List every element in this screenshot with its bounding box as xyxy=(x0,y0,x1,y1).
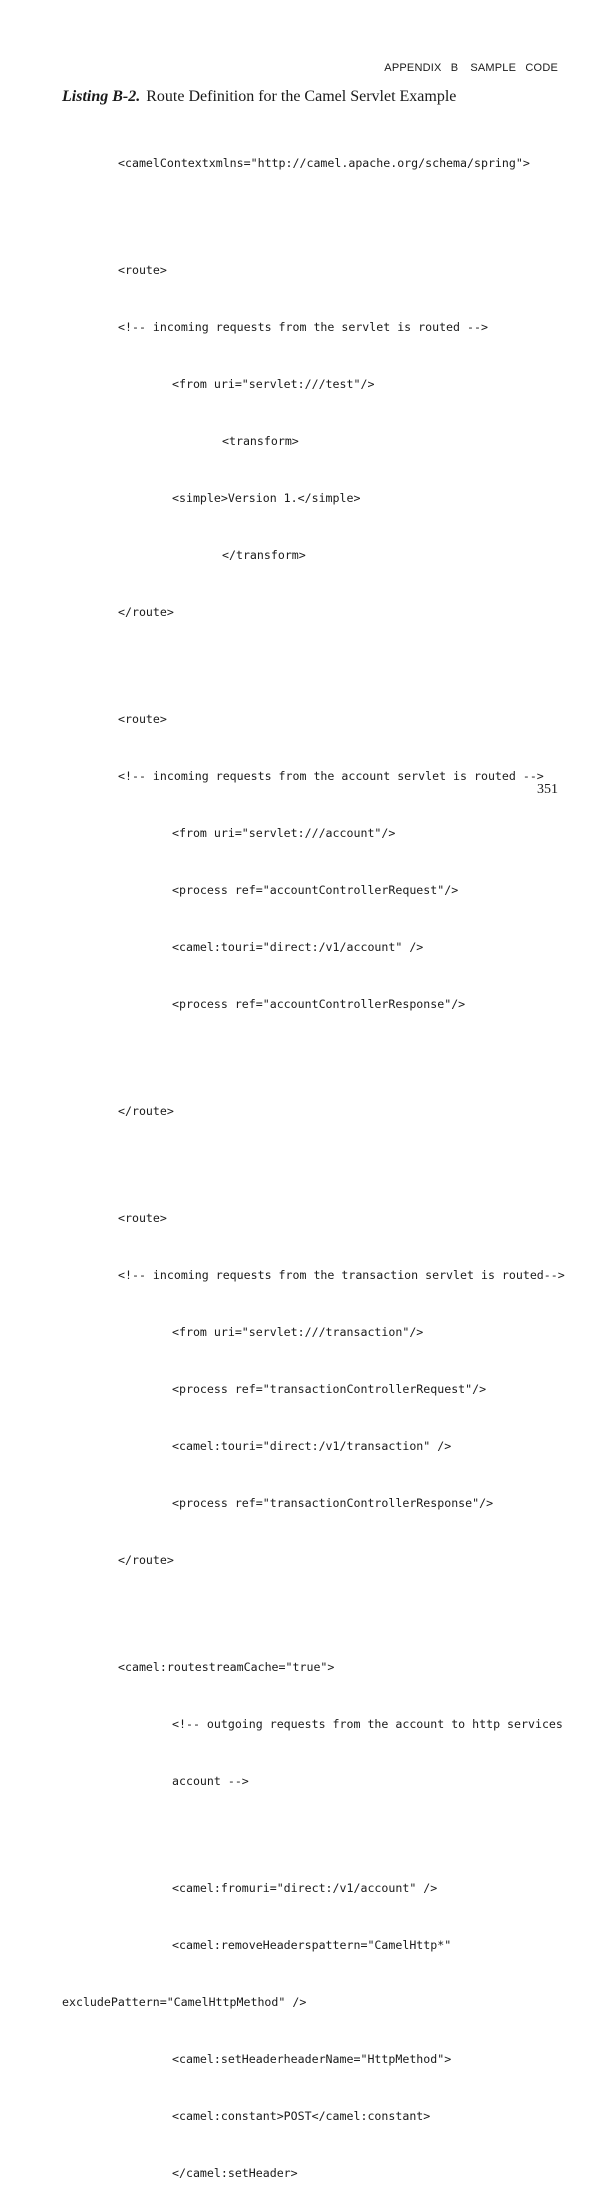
code-line: account --> xyxy=(172,1774,249,1788)
code-line: <route> xyxy=(118,712,167,726)
code-line: <route> xyxy=(118,1211,167,1225)
listing-label: Listing B-2. xyxy=(62,88,141,105)
code-line: <process ref="accountControllerRequest"/> xyxy=(172,883,459,897)
code-line: <camel:touri="direct:/v1/account" /> xyxy=(172,940,424,954)
section-label: SAMPLE CODE xyxy=(470,62,558,74)
code-line: <process ref="accountControllerResponse"/> xyxy=(172,997,466,1011)
running-header xyxy=(372,62,558,74)
code-line: <from uri="servlet:///test"/> xyxy=(172,377,375,391)
code-line: <camel:touri="direct:/v1/transaction" /> xyxy=(172,1439,452,1453)
code-line: </camel:setHeader> xyxy=(172,2166,298,2180)
code-line: excludePattern="CamelHttpMethod" /> xyxy=(62,1995,307,2009)
code-line: <!-- incoming requests from the account servlet is routed --> xyxy=(118,769,544,783)
listing-caption xyxy=(62,88,456,106)
code-line: <route> xyxy=(118,263,167,277)
code-line: <camelContextxmlns="http://camel.apache.org/schema/spring"> xyxy=(118,156,530,170)
code-line: <!-- incoming requests from the transaction servlet is routed--> xyxy=(118,1268,565,1282)
code-line: </route> xyxy=(118,1553,174,1567)
code-line: </transform> xyxy=(222,548,306,562)
code-line: </route> xyxy=(118,1104,174,1118)
code-line: <camel:fromuri="direct:/v1/account" /> xyxy=(172,1881,438,1895)
appendix-label: APPENDIX B xyxy=(384,62,459,74)
code-line: <camel:routestreamCache="true"> xyxy=(118,1660,335,1674)
code-line: <process ref="transactionControllerRequest"/> xyxy=(172,1382,487,1396)
code-line: <!-- incoming requests from the servlet is routed --> xyxy=(118,320,488,334)
code-line: <from uri="servlet:///account"/> xyxy=(172,826,396,840)
page-number: 351 xyxy=(537,782,558,797)
code-line: </route> xyxy=(118,605,174,619)
code-line: <from uri="servlet:///transaction"/> xyxy=(172,1325,424,1339)
code-line: <process ref="transactionControllerResponse"/> xyxy=(172,1496,494,1510)
code-line: <camel:constant>POST</camel:constant> xyxy=(172,2109,431,2123)
listing-title: Route Definition for the Camel Servlet Example xyxy=(146,88,457,105)
code-line: <transform> xyxy=(222,434,299,448)
code-line: <simple>Version 1.</simple> xyxy=(172,491,361,505)
code-line: <!-- outgoing requests from the account to http services xyxy=(172,1717,563,1731)
code-line: <camel:removeHeaderspattern="CamelHttp*" xyxy=(172,1938,452,1952)
code-line: <camel:setHeaderheaderName="HttpMethod"> xyxy=(172,2052,452,2066)
code-listing xyxy=(0,116,600,2202)
